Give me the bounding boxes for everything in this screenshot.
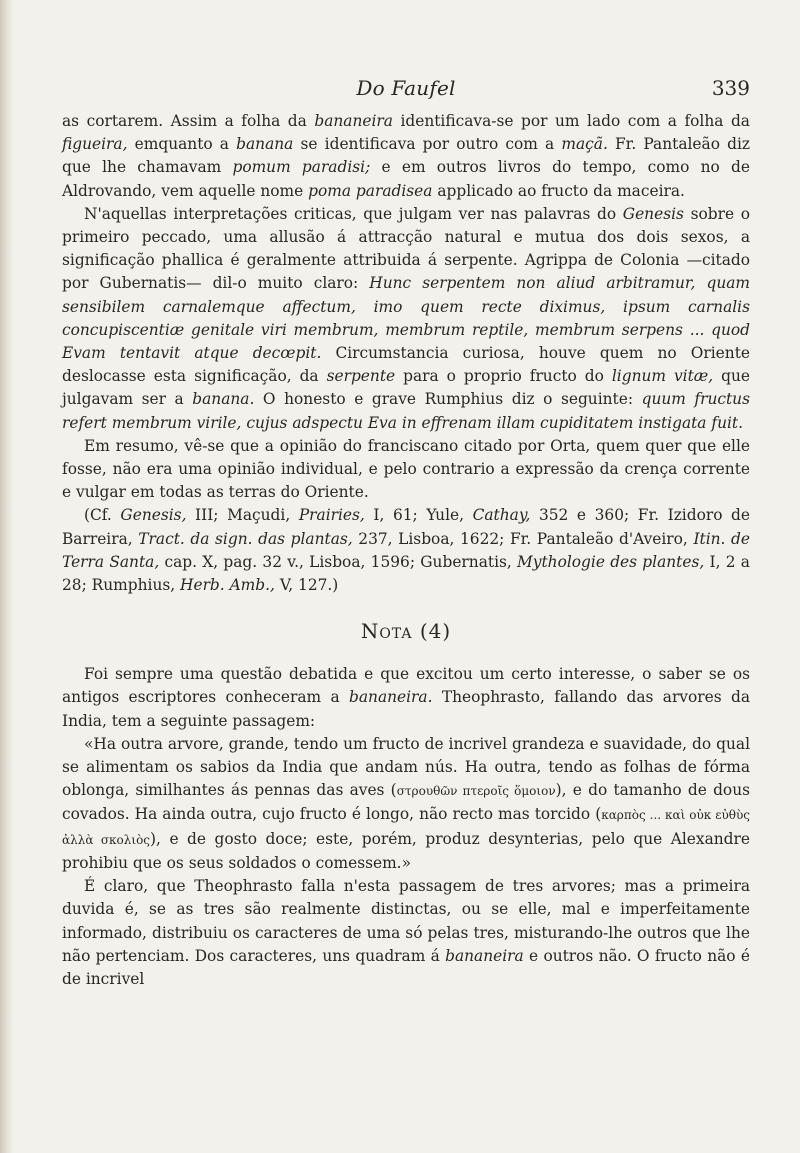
paragraph [62, 733, 750, 875]
italic-text: Genesis, [120, 506, 187, 525]
italic-text: Mythologie des plantes, [517, 552, 705, 571]
book-gutter-shadow [0, 0, 14, 1153]
text-run: e outros não. O fructo não é de incrivel [62, 946, 750, 988]
italic-text: poma paradisea [308, 181, 433, 200]
book-page [62, 0, 750, 991]
text-run: «Ha outra arvore, grande, tendo um fructo de incrivel grandeza e suavidade, do qual se alimentam os sabios da India que andam nús. Ha outra, tendo as folhas de fórma oblonga, similhantes ás pennas das aves ( [62, 734, 750, 800]
text-run: Circumstancia curiosa, houve quem no Oriente deslocasse esta significação, da [62, 344, 750, 386]
text-run: emquanto a [127, 135, 237, 154]
italic-text: bananeira [314, 112, 393, 130]
text-run: 352 e 360; Fr. Izidoro de Barreira, [62, 506, 751, 548]
italic-text: banana. [192, 390, 255, 409]
italic-text: banana [236, 135, 294, 154]
text-run: sobre o primeiro peccado, uma allusão á attracção natural e mutua dos dois sexos, a significação phallica é geralmente attribuida á serpente. Agrippa de Colonia —citado por Gubernatis— dil-o muito claro: [62, 204, 750, 293]
text-run: Fr. Pantaleão diz que lhe chamavam [62, 135, 750, 177]
text-run: I, 61; Yule, [364, 506, 473, 525]
main-text [62, 110, 750, 597]
text-run: É claro, que Theophrasto falla n'esta passagem de tres arvores; mas a primeira duvida é, se as tres são realmente distinctas, ou se elle, mal e imperfeitamente informado, distribuiu os caracteres de uma só pelas tres, misturando-lhe outros que lhe não pertenciam. Dos caracteres, uns quadram á [62, 877, 750, 965]
paragraph [62, 435, 750, 505]
text-run: para o proprio fructo do [395, 367, 612, 386]
italic-text: pomum paradisi; [232, 158, 371, 177]
italic-text: quum fructus refert membrum virile, cujus adspectu Eva in effrenam illam cupiditatem instigata fuit. [62, 390, 750, 432]
italic-text: maçã. [561, 135, 608, 154]
text-run: identificava-se por um lado com a folha da [392, 112, 750, 130]
paragraph [62, 504, 750, 597]
italic-text: Prairies, [298, 506, 365, 525]
italic-text: Herb. Amb., [180, 576, 275, 595]
text-run: ), e do tamanho de dous covados. Ha ainda outra, cujo fructo é longo, não recto mas torcido ( [62, 781, 751, 824]
text-run: (Cf. [84, 506, 121, 525]
text-run: applicado ao fructo da maceira. [432, 181, 685, 200]
paragraph [62, 663, 750, 733]
text-run: se identificava por outro com a [293, 135, 562, 154]
italic-text: bananeira. [349, 688, 433, 707]
greek-text: καρπὸς ... καὶ οὐκ εὐθὺς ἀλλὰ σκολιὸς [62, 808, 750, 847]
text-run: Em resumo, vê-se que a opinião do franciscano citado por Orta, quem quer que elle fosse, não era uma opinião individual, e pelo contrario a expressão da crença corrente e vulgar em todas as terras do Oriente. [62, 436, 750, 502]
text-run: V, 127.) [274, 576, 339, 595]
text-run: as cortarem. Assim a folha da [62, 112, 315, 130]
paragraph [62, 875, 750, 991]
running-head [62, 0, 750, 110]
italic-text: bananeira [445, 946, 524, 965]
text-run: que julgavam ser a [62, 367, 750, 409]
note-text [62, 663, 750, 991]
text-run: III; Maçudi, [186, 506, 299, 525]
greek-text: στρουθῶν πτεροῖς ὅμοιον [396, 784, 556, 799]
italic-text: Tract. da sign. das plantas, [138, 529, 353, 548]
italic-text: figueira, [62, 135, 128, 154]
text-run: N'aquellas interpretações criticas, que julgam ver nas palavras do [84, 204, 623, 223]
italic-text: Cathay, [472, 506, 531, 525]
text-run: 237, Lisboa, 1622; Fr. Pantaleão d'Aveiro, [352, 529, 694, 548]
text-run: Theophrasto, fallando das arvores da India, tem a seguinte passagem: [62, 688, 751, 730]
paragraph [62, 203, 750, 435]
italic-text: Itin. de Terra Santa, [62, 529, 750, 571]
page-number: 339 [711, 76, 750, 100]
text-run: e em outros livros do tempo, como no de Aldrovando, vem aquelle nome [62, 158, 751, 200]
text-run: I, 2 a 28; Rumphius, [62, 552, 750, 595]
paragraph [62, 110, 750, 203]
italic-text: Genesis [622, 204, 684, 223]
italic-text: lignum vitæ, [611, 367, 714, 386]
text-run: ), e de gosto doce; este, porém, produz desynterias, pelo que Alexandre prohibiu que os seus soldados o comessem.» [62, 829, 750, 872]
text-run: Foi sempre uma questão debatida e que excitou um certo interesse, o saber se os antigos escriptores conheceram a [62, 665, 750, 707]
running-title: Do Faufel [356, 76, 456, 100]
note-heading: Nota (4) [360, 619, 452, 644]
text-run: cap. X, pag. 32 v., Lisboa, 1596; Gubernatis, [159, 552, 518, 571]
text-run: O honesto e grave Rumphius diz o seguinte: [254, 390, 642, 409]
italic-text: serpente [326, 367, 396, 386]
italic-text: Hunc serpentem non aliud arbitramur, quam sensibilem carnalemque affectum, imo quem recte diximus, ipsum carnalis concupiscentiæ genitale viri membrum, membrum reptile, membrum serpens ... quod Evam tentavit atque decœpit. [62, 274, 750, 363]
